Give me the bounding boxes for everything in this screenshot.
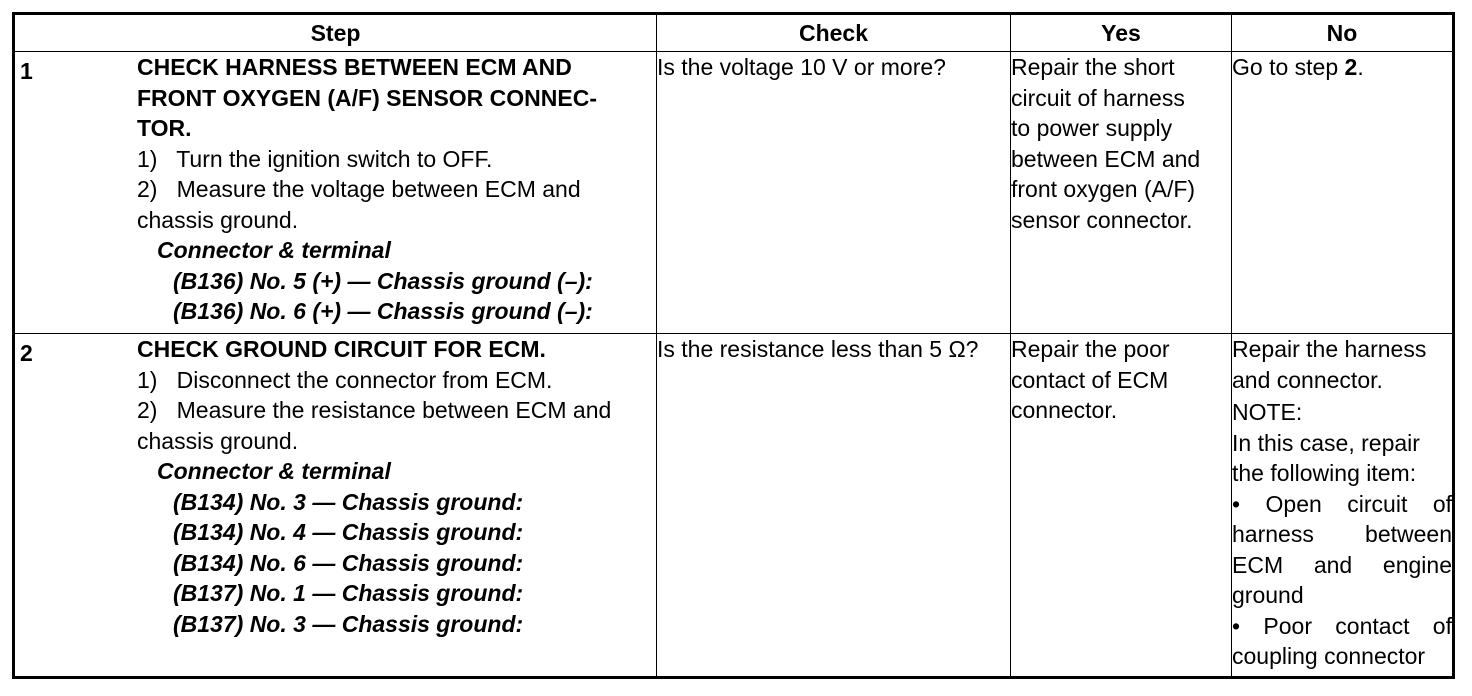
check-cell (657, 334, 1011, 678)
check-question: Is the resistance less than 5 Ω? (657, 336, 979, 363)
instruction-line: 1) Disconnect the connector from ECM. (137, 366, 553, 393)
terminal-line: (B137) No. 1 — Chassis ground: (173, 580, 524, 607)
terminal-line: (B134) No. 6 — Chassis ground: (173, 549, 524, 576)
connector-subheading: Connector & terminal (157, 237, 391, 264)
note-label: NOTE: (1232, 399, 1303, 426)
terminal-line: (B134) No. 4 — Chassis ground: (173, 519, 524, 546)
bullet-line: coupling connector (1232, 643, 1426, 670)
header-row (14, 14, 1454, 52)
header-no: No (1232, 14, 1454, 52)
bullet-line: ground (1232, 582, 1304, 609)
connector-subheading: Connector & terminal (157, 458, 391, 485)
step-body (137, 52, 656, 327)
note-line: In this case, repair (1232, 429, 1420, 456)
header-check: Check (657, 14, 1011, 52)
step-cell (14, 334, 657, 678)
instruction-line: chassis ground. (137, 427, 299, 454)
bullet-line: • Open circuit of (1232, 490, 1452, 517)
yes-cell (1011, 52, 1232, 334)
yes-line: Repair the short (1011, 54, 1175, 81)
table-row (14, 52, 1454, 334)
note-line: the following item: (1232, 460, 1417, 487)
bullet-line: harness between (1232, 521, 1452, 548)
no-cell (1232, 52, 1454, 334)
yes-line: front oxygen (A/F) (1011, 176, 1196, 203)
no-suffix: . (1357, 54, 1364, 81)
yes-line: circuit of harness (1011, 84, 1185, 111)
no-line: Repair the harness (1232, 336, 1427, 363)
no-step-ref: 2 (1344, 54, 1358, 81)
header-step: Step (14, 14, 657, 52)
step-cell (14, 52, 657, 334)
terminal-line: (B136) No. 6 (+) — Chassis ground (–): (173, 298, 593, 325)
step-title-line: TOR. (137, 115, 192, 142)
bullet-line: • Poor contact of (1232, 612, 1452, 639)
yes-line: connector. (1011, 397, 1118, 424)
yes-line: Repair the poor (1011, 336, 1170, 363)
no-cell (1232, 334, 1454, 678)
instruction-line: chassis ground. (137, 206, 299, 233)
step-title-line: CHECK HARNESS BETWEEN ECM AND (137, 54, 572, 81)
yes-line: contact of ECM (1011, 366, 1169, 393)
diagnostic-table (12, 12, 1455, 679)
terminal-line: (B137) No. 3 — Chassis ground: (173, 610, 524, 637)
no-prefix: Go to step (1232, 54, 1345, 81)
yes-line: between ECM and (1011, 145, 1201, 172)
no-line: and connector. (1232, 366, 1383, 393)
instruction-line: 1) Turn the ignition switch to OFF. (137, 145, 493, 172)
check-cell (657, 52, 1011, 334)
instruction-line: 2) Measure the voltage between ECM and (137, 176, 581, 203)
step-number: 2 (20, 340, 33, 367)
step-body (137, 334, 656, 639)
bullet-line: ECM and engine (1232, 551, 1452, 578)
table-row (14, 334, 1454, 678)
instruction-line: 2) Measure the resistance between ECM and (137, 397, 612, 424)
step-number: 1 (20, 58, 33, 85)
terminal-line: (B134) No. 3 — Chassis ground: (173, 488, 524, 515)
header-yes: Yes (1011, 14, 1232, 52)
yes-line: to power supply (1011, 115, 1173, 142)
check-question: Is the voltage 10 V or more? (657, 54, 946, 81)
step-title-line: FRONT OXYGEN (A/F) SENSOR CONNEC- (137, 84, 598, 111)
yes-line: sensor connector. (1011, 206, 1193, 233)
terminal-line: (B136) No. 5 (+) — Chassis ground (–): (173, 267, 593, 294)
step-title-line: CHECK GROUND CIRCUIT FOR ECM. (137, 336, 546, 363)
yes-cell (1011, 334, 1232, 678)
